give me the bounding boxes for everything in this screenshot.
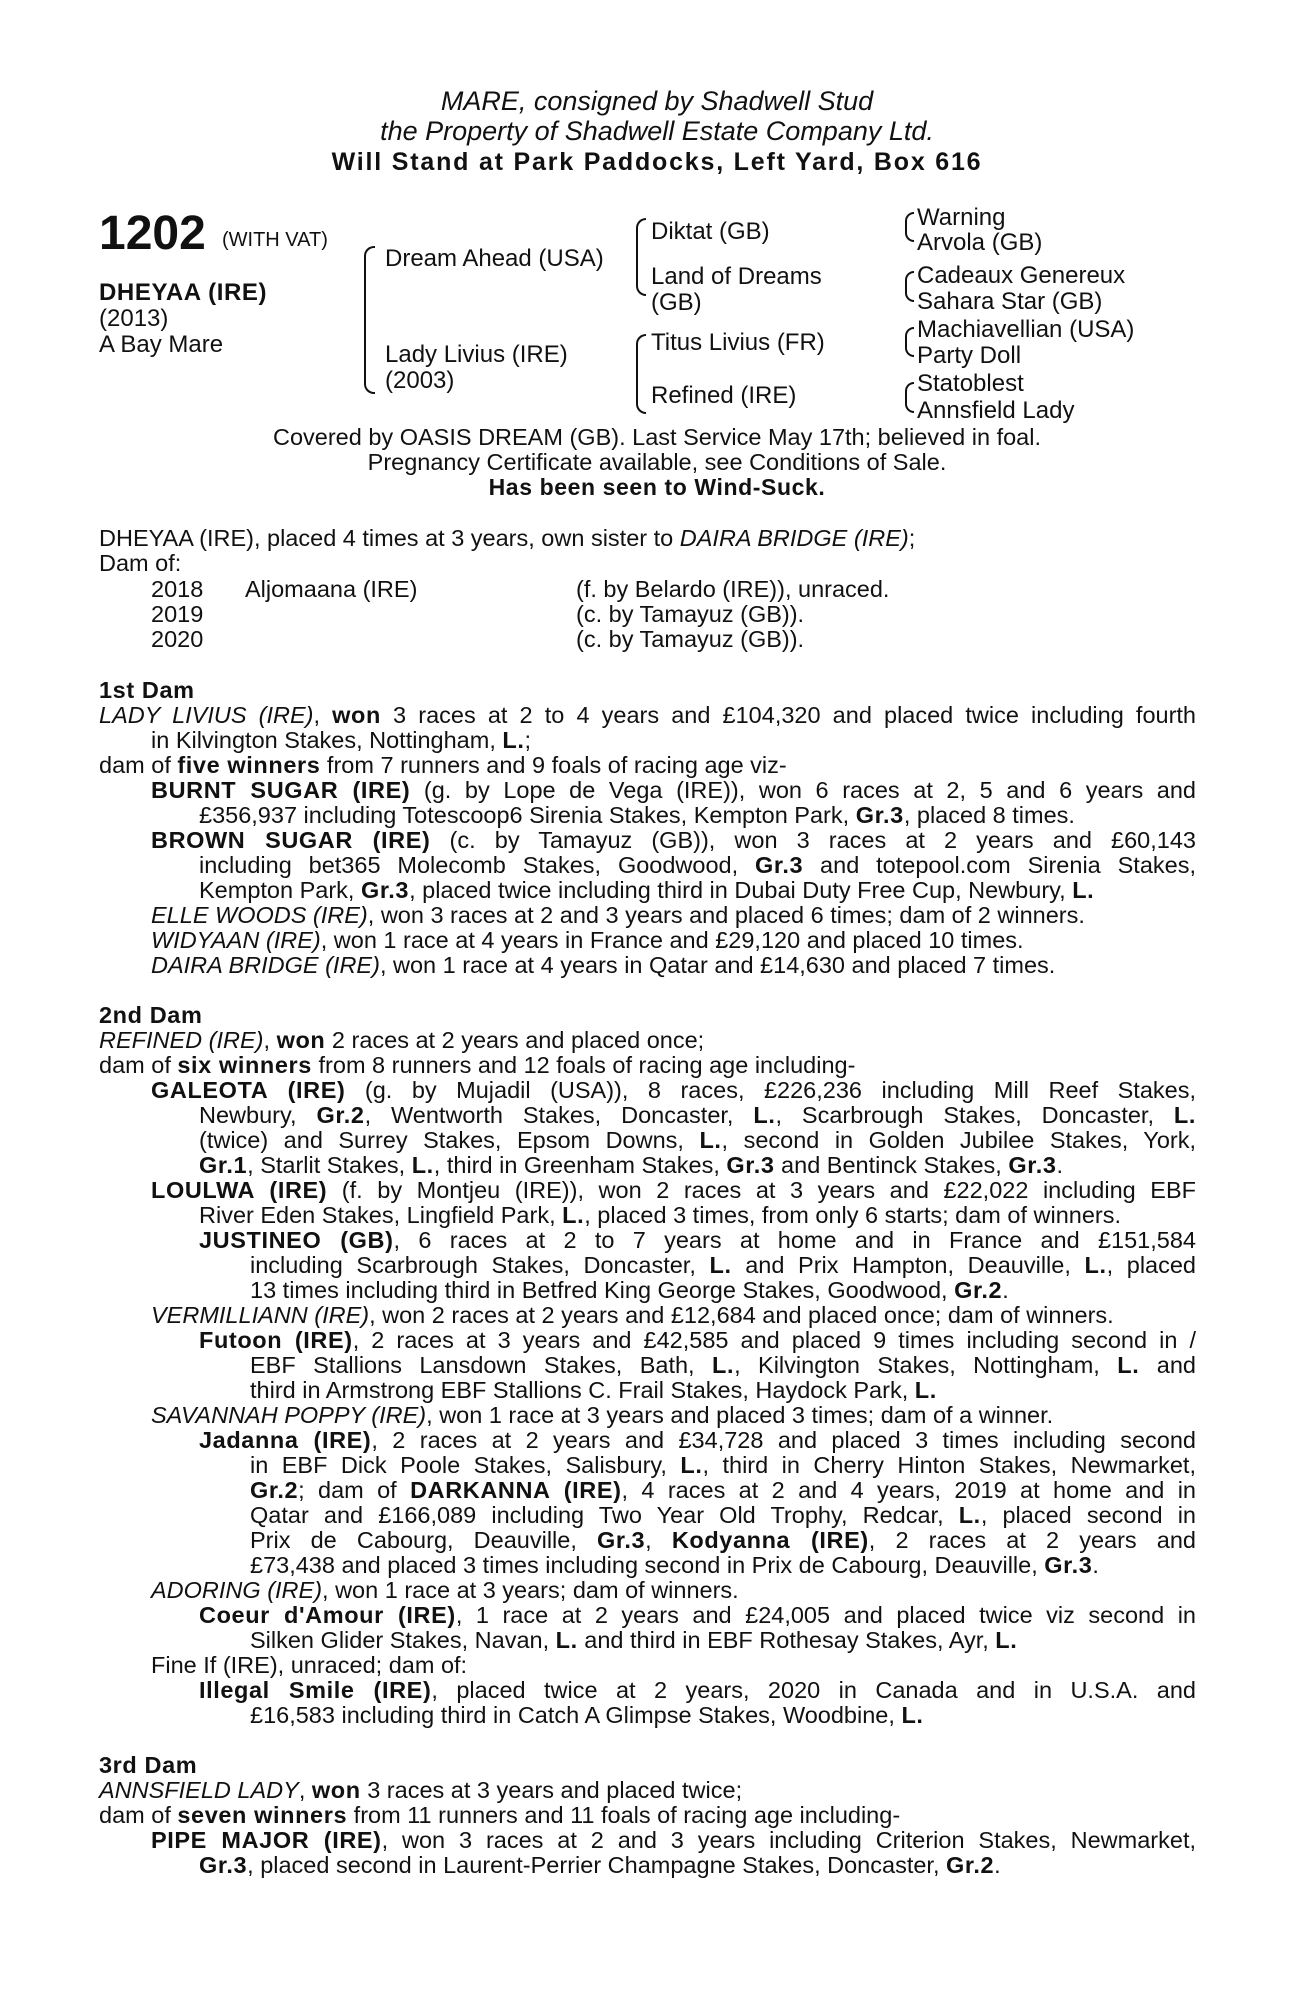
pedigree-dam-year: (2003) [385,367,455,394]
text-run: L. [562,1202,585,1228]
pedigree-g8: Annsfield Lady [917,397,1075,424]
text-run: ANNSFIELD LADY [99,1777,299,1803]
text-run: L. [995,1627,1018,1653]
text-run: , Wentworth Stakes, Doncaster, [364,1102,754,1128]
text-run: , 6 races at 2 to 7 years at home and in France and £151,584 [393,1227,1196,1253]
pedigree-g1: Warning [917,204,1006,231]
pedigree-g7: Statoblest [917,370,1024,397]
text-run: L. [1072,877,1095,903]
produce-entry [199,1603,1196,1628]
third-dam-line [99,1778,742,1803]
first-dam-line [151,728,531,753]
text-run: , placed 8 times. [903,802,1075,828]
intro-line [99,526,915,551]
text-run: . [994,1852,1001,1878]
text-run: , third in Greenham Stakes, [433,1152,727,1178]
second-dam-heading: 2nd Dam [99,1002,203,1028]
produce-entry [151,928,1024,953]
pedigree-g3: Cadeaux Genereux [917,262,1126,289]
text-run: ADORING (IRE) [151,1577,323,1603]
text-run: BURNT SUGAR (IRE) [151,777,411,803]
produce-entry [250,1553,1099,1578]
text-run: JUSTINEO (GB) [199,1227,394,1253]
wind-suck-note: Has been seen to Wind-Suck. [488,474,826,500]
produce-entry [199,1228,1196,1253]
text-run: . [1002,1277,1009,1303]
produce-entry [199,1853,1001,1878]
text-run: , won 1 race at 3 years; dam of winners. [322,1577,739,1603]
text-run: , won 1 race at 4 years in Qatar and £14,630 and placed 7 times. [379,952,1056,978]
produce-entry [250,1453,1196,1478]
text-run: seven winners [177,1802,348,1828]
first-dam-line [99,703,1196,728]
pregnancy-note: Pregnancy Certificate available, see Conditions of Sale. [367,449,947,475]
horse-name: DHEYAA (IRE) [99,279,268,306]
text-run: , 1 race at 2 years and £24,005 and placed twice viz second in [455,1602,1196,1628]
pedigree-sire-dam-cont: (GB) [651,289,702,316]
pedigree-g2: Arvola (GB) [917,229,1043,256]
dam-of-label: Dam of: [99,550,182,576]
text-run: Gr.1 [199,1152,248,1178]
text-run: 3 races at 2 to 4 years and £104,320 and placed twice including fourth [380,702,1197,728]
text-run: Gr.2 [316,1102,365,1128]
third-dam-line [99,1803,900,1828]
text-run: , placed [1106,1252,1197,1278]
second-dam-line [99,1053,855,1078]
pedigree-g4: Sahara Star (GB) [917,288,1103,315]
sire-brace-lower [636,248,646,296]
gd-brace-2b [905,285,914,302]
text-run: ; dam of [298,1477,411,1503]
text-run: Qatar and £166,089 including Two Year Old Trophy, Redcar, [250,1502,959,1528]
text-run: from 7 runners and 9 foals of racing age viz- [320,752,787,778]
text-run: including bet365 Molecomb Stakes, Goodwood, [199,852,756,878]
text-run: , 2 races at 2 years and [868,1527,1197,1553]
text-run: Gr.2 [946,1852,995,1878]
text-run: dam of [99,752,178,778]
text-run: , Scarbrough Stakes, Doncaster, [775,1102,1174,1128]
pedigree-dam: Lady Livius (IRE) [385,341,568,368]
text-run: , [313,702,333,728]
third-dam-heading: 3rd Dam [99,1752,198,1778]
text-run: BROWN SUGAR (IRE) [151,827,431,853]
text-run: Gr.3 [755,852,804,878]
text-run: Coeur d'Amour (IRE) [199,1602,456,1628]
text-run: 13 times including third in Betfred King George Stakes, Goodwood, [250,1277,955,1303]
text-run: (f. by Montjeu (IRE)), won 2 races at 3 years and £22,022 including EBF [327,1177,1196,1203]
text-run: Gr.2 [954,1277,1003,1303]
text-run: , Starlit Stakes, [247,1152,412,1178]
text-run: £16,583 including third in Catch A Glimpse Stakes, Woodbine, [250,1702,902,1728]
text-run: Gr.3 [360,877,410,903]
text-run: in EBF Dick Poole Stakes, Salisbury, [250,1452,681,1478]
text-run: . [1056,1152,1064,1178]
horse-description: A Bay Mare [99,331,224,358]
text-run: dam of [99,1802,178,1828]
produce-entry [151,1828,1196,1853]
text-run: VERMILLIANN (IRE) [151,1302,370,1328]
produce-entry [250,1353,1196,1378]
text-run: , Kilvington Stakes, Nottingham, [734,1352,1118,1378]
text-run: L. [502,727,525,753]
text-run: River Eden Stakes, Lingfield Park, [199,1202,563,1228]
produce-year: 2020 [151,626,204,652]
text-run: L. [1084,1252,1107,1278]
produce-entry [199,1678,1196,1703]
text-run: DAIRA BRIDGE (IRE) [679,525,909,551]
produce-detail: (f. by Belardo (IRE)), unraced. [576,576,890,602]
pedigree-g5: Machiavellian (USA) [917,316,1135,343]
text-run: L. [712,1352,735,1378]
text-run: L. [901,1702,924,1728]
text-run: WIDYAAN (IRE) [151,927,321,953]
produce-entry [199,1128,1196,1153]
text-run: 3 races at 3 years and placed twice; [360,1777,743,1803]
text-run: Gr.3 [199,1852,248,1878]
text-run: , placed second in Laurent-Perrier Champagne Stakes, Doncaster, [247,1852,947,1878]
dam-brace-upper [636,334,646,374]
text-run: SAVANNAH POPPY (IRE) [151,1402,427,1428]
gd-brace-1b [905,226,914,242]
produce-entry [250,1278,1009,1303]
text-run: L. [1173,1102,1196,1128]
pedigree-g6: Party Doll [917,342,1022,369]
text-run: won [332,702,381,728]
dam-brace-lower [636,372,646,414]
vat-label: (WITH VAT) [222,229,328,251]
horse-year: (2013) [99,305,169,332]
text-run: , [645,1527,672,1553]
text-run: , won 1 race at 3 years and placed 3 times; dam of a winner. [426,1402,1054,1428]
pedigree-sire-dam: Land of Dreams [651,263,822,290]
text-run: , won 1 race at 4 years in France and £29,120 and placed 10 times. [320,927,1024,953]
text-run: Gr.3 [855,802,904,828]
produce-year: 2019 [151,601,204,627]
text-run: , placed twice at 2 years, 2020 in Canada and in U.S.A. and [431,1677,1196,1703]
text-run: Gr.3 [597,1527,646,1553]
text-run: Futoon (IRE) [199,1327,353,1353]
text-run: LADY LIVIUS (IRE) [99,702,314,728]
text-run: won [311,1777,361,1803]
first-dam-line [99,753,787,778]
pedigree-brace-upper [364,246,375,334]
text-run: , placed 4 times at 3 years, own sister to [253,525,680,551]
produce-entry [151,778,1196,803]
produce-detail: (c. by Tamayuz (GB)). [576,601,805,627]
text-run: , won 2 races at 2 years and £12,684 and placed once; dam of winners. [369,1302,1114,1328]
produce-entry [250,1378,937,1403]
produce-entry [199,853,1196,878]
text-run: REFINED (IRE) [99,1027,264,1053]
text-run: L. [753,1102,776,1128]
text-run: (g. by Mujadil (USA)), 8 races, £226,236 including Mill Reef Stakes, [345,1077,1196,1103]
produce-entry [151,953,1055,978]
text-run: from 8 runners and 12 foals of racing age including- [311,1052,856,1078]
text-run: , 4 races at 2 and 4 years, 2019 at home and in [621,1477,1196,1503]
text-run: Silken Glider Stakes, Navan, [250,1627,556,1653]
text-run: in Kilvington Stakes, Nottingham, [151,727,503,753]
produce-entry [199,1153,1063,1178]
pedigree-sire: Dream Ahead (USA) [385,245,604,272]
text-run: L. [699,1127,722,1153]
text-run: six winners [177,1052,312,1078]
text-run: , won 3 races at 2 and 3 years including Criterion Stakes, Newmarket, [381,1827,1197,1853]
produce-entry [250,1528,1196,1553]
text-run: third in Armstrong EBF Stallions C. Frail Stakes, Haydock Park, [250,1377,915,1403]
text-run: and third in EBF Rothesay Stakes, Ayr, [577,1627,996,1653]
text-run: , 2 races at 3 years and £42,585 and placed 9 times including second in / [352,1327,1196,1353]
text-run: dam of [99,1052,178,1078]
produce-entry [250,1503,1196,1528]
text-run: L. [958,1502,981,1528]
text-run: (twice) and Surrey Stakes, Epsom Downs, [199,1127,700,1153]
produce-entry [151,1578,739,1603]
text-run: LOULWA (IRE) [151,1177,328,1203]
owner-line: the Property of Shadwell Estate Company Ltd. [380,116,934,146]
produce-detail: (c. by Tamayuz (GB)). [576,626,805,652]
text-run: won [276,1027,326,1053]
produce-entry [250,1703,924,1728]
text-run: £356,937 including Totescoop6 Sirenia Stakes, Kempton Park, [199,802,856,828]
produce-entry [151,1403,1053,1428]
pedigree-sire-sire: Diktat (GB) [651,218,770,245]
text-run: Gr.3 [1008,1152,1057,1178]
text-run: , second in Golden Jubilee Stakes, York, [721,1127,1196,1153]
text-run: (g. by Lope de Vega (IRE)), won 6 races at 2, 5 and 6 years and [410,777,1196,803]
location-line: Will Stand at Park Paddocks, Left Yard, Box 616 [331,148,983,176]
lot-number: 1202 [99,207,206,260]
text-run: DHEYAA (IRE) [99,525,254,551]
text-run: GALEOTA (IRE) [151,1077,346,1103]
pedigree-brace-lower [364,332,375,394]
produce-entry [151,1078,1196,1103]
text-run: ; [524,727,532,753]
produce-entry [199,1203,1121,1228]
produce-entry [199,1103,1196,1128]
text-run: Prix de Cabourg, Deauville, [250,1527,598,1553]
produce-entry [250,1628,1017,1653]
text-run: and Prix Hampton, Deauville, [731,1252,1085,1278]
text-run: Kodyanna (IRE) [671,1527,869,1553]
text-run: Jadanna (IRE) [199,1427,372,1453]
text-run: PIPE MAJOR (IRE) [151,1827,382,1853]
text-run: L. [914,1377,937,1403]
text-run: L. [709,1252,732,1278]
gd-brace-3b [905,341,914,357]
text-run: L. [1117,1352,1140,1378]
produce-entry [199,1328,1196,1353]
text-run: ELLE WOODS (IRE) [151,902,368,928]
text-run: , third in Cherry Hinton Stakes, Newmarket, [702,1452,1196,1478]
text-run: 2 races at 2 years and placed once; [325,1027,705,1053]
text-run: DARKANNA (IRE) [410,1477,622,1503]
produce-entry [199,1428,1196,1453]
text-run: £73,438 and placed 3 times including second in Prix de Cabourg, Deauville, [250,1552,1045,1578]
produce-entry [250,1478,1196,1503]
text-run: from 11 runners and 11 foals of racing age including- [347,1802,901,1828]
text-run: , [298,1777,312,1803]
text-run: including Scarbrough Stakes, Doncaster, [250,1252,710,1278]
text-run: (c. by Tamayuz (GB)), won 3 races at 2 years and £60,143 [430,827,1196,853]
produce-entry: Fine If (IRE), unraced; dam of: [151,1652,468,1678]
pedigree-dam-dam: Refined (IRE) [651,382,797,409]
text-run: L. [680,1452,703,1478]
text-run: Gr.3 [726,1152,775,1178]
text-run: Newbury, [199,1102,317,1128]
text-run: , [263,1027,277,1053]
produce-entry [151,1178,1196,1203]
produce-name: Aljomaana (IRE) [245,576,418,602]
text-run: Gr.3 [1044,1552,1093,1578]
text-run: , placed 3 times, from only 6 starts; dam of winners. [584,1202,1122,1228]
text-run: and totepool.com Sirenia Stakes, [803,852,1196,878]
first-dam-heading: 1st Dam [99,677,195,703]
text-run: Kempton Park, [199,877,361,903]
pedigree-dam-sire: Titus Livius (FR) [651,329,825,356]
text-run: and [1139,1352,1196,1378]
produce-entry [151,903,1085,928]
produce-entry [151,1303,1114,1328]
consignor-line: MARE, consigned by Shadwell Stud [440,86,874,116]
text-run: Illegal Smile (IRE) [199,1677,432,1703]
text-run: , placed second in [980,1502,1197,1528]
produce-entry [250,1253,1196,1278]
text-run: EBF Stallions Lansdown Stakes, Bath, [250,1352,712,1378]
produce-entry [199,878,1094,903]
text-run: , 2 races at 2 years and £34,728 and placed 3 times including second [371,1427,1196,1453]
text-run: Gr.2 [250,1477,299,1503]
produce-year: 2018 [151,576,204,602]
text-run: DAIRA BRIDGE (IRE) [151,952,380,978]
produce-entry [199,803,1075,828]
covering-note: Covered by OASIS DREAM (GB). Last Service May 17th; believed in foal. [273,424,1041,450]
text-run: L. [555,1627,578,1653]
text-run: , placed twice including third in Dubai Duty Free Cup, Newbury, [409,877,1073,903]
text-run: , won 3 races at 2 and 3 years and placed 6 times; dam of 2 winners. [367,902,1085,928]
gd-brace-4b [905,397,914,413]
sire-brace-upper [636,218,646,250]
text-run: five winners [177,752,321,778]
produce-entry [151,828,1196,853]
text-run: L. [411,1152,434,1178]
text-run: and Bentinck Stakes, [774,1152,1009,1178]
text-run: . [1092,1552,1099,1578]
text-run: ; [908,525,916,551]
second-dam-line [99,1028,704,1053]
